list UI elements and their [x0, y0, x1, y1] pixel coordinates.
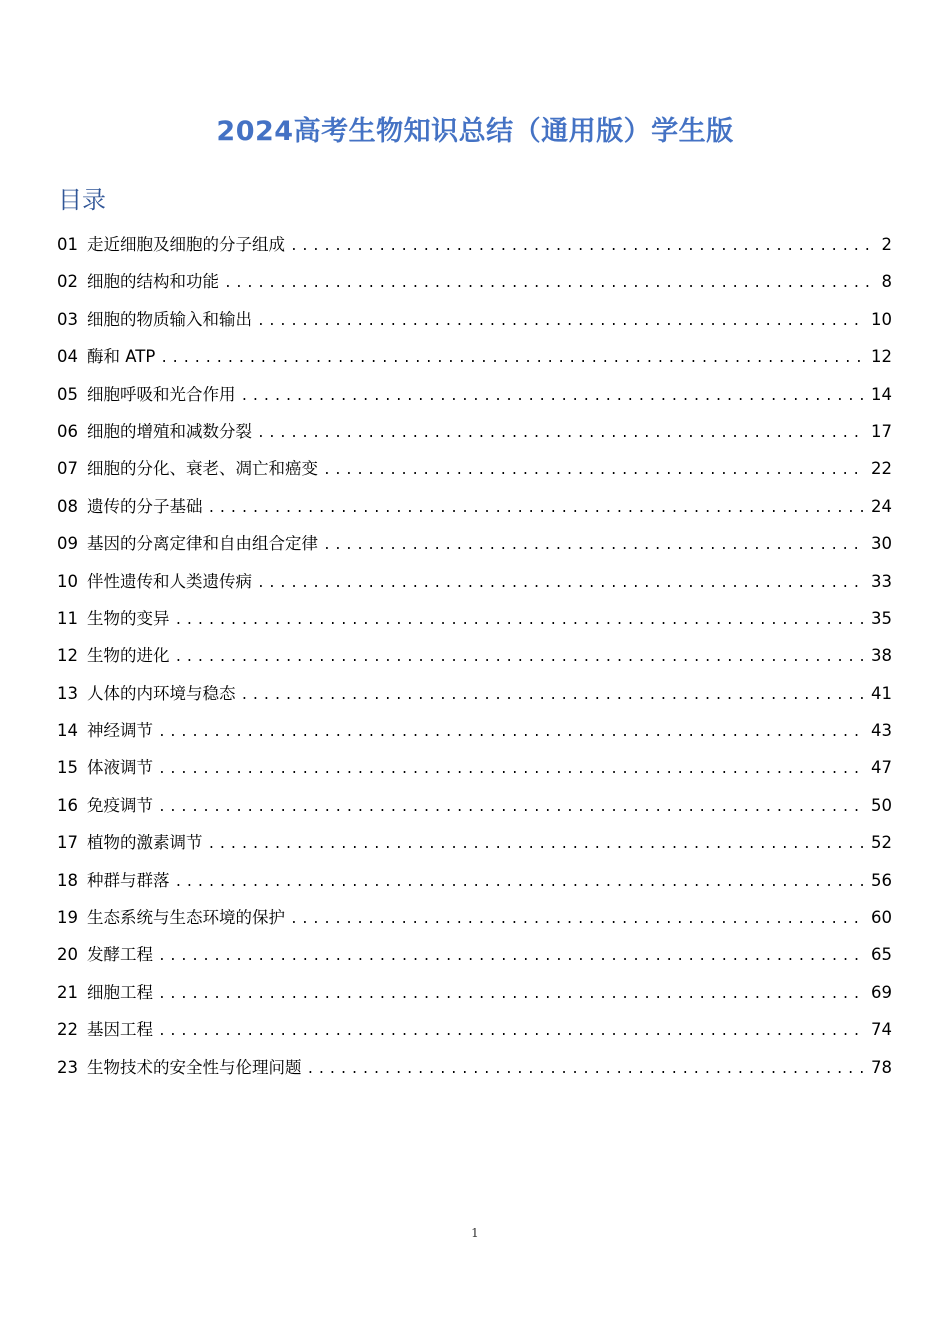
- toc-entry-title: 植物的激素调节: [87, 833, 203, 853]
- dot-leader: [208, 826, 866, 863]
- toc-entry-title: 细胞的物质输入和输出: [87, 309, 252, 329]
- toc-entry-title: 伴性遗传和人类遗传病: [87, 571, 252, 591]
- dot-leader: [241, 677, 866, 714]
- toc-entry-page: 38: [871, 646, 892, 666]
- toc-entry-title: 生物的进化: [87, 646, 170, 666]
- toc-entry-page: 65: [871, 945, 892, 965]
- toc-entry-page: 35: [871, 608, 892, 628]
- toc-entry[interactable]: [57, 1049, 892, 1086]
- table-of-contents: [57, 226, 892, 1086]
- dot-leader: [158, 976, 865, 1013]
- toc-entry-number: 16: [57, 795, 78, 815]
- dot-leader: [323, 452, 865, 489]
- toc-entry[interactable]: [57, 936, 892, 973]
- dot-leader: [175, 602, 866, 639]
- toc-entry-number: 11: [57, 608, 78, 628]
- dot-leader: [208, 490, 866, 527]
- toc-entry-page: 2: [881, 235, 892, 254]
- dot-leader: [158, 751, 865, 788]
- toc-entry-number: 10: [57, 571, 78, 591]
- toc-entry-page: 74: [871, 1020, 892, 1040]
- page-number: 1: [471, 1226, 479, 1240]
- toc-entry-number: 13: [57, 683, 78, 703]
- toc-entry-title: 人体的内环境与稳态: [87, 683, 236, 703]
- dot-leader: [307, 1051, 866, 1088]
- toc-entry-title: 体液调节: [87, 758, 153, 778]
- dot-leader: [175, 639, 866, 676]
- toc-entry[interactable]: [57, 899, 892, 936]
- dot-leader: [323, 527, 865, 564]
- toc-entry-title: 酶和 ATP: [87, 347, 156, 367]
- toc-entry[interactable]: [57, 1011, 892, 1048]
- toc-entry-number: 14: [57, 721, 78, 741]
- toc-entry-number: 15: [57, 758, 78, 778]
- toc-entry-title: 免疫调节: [87, 795, 153, 815]
- toc-entry[interactable]: [57, 749, 892, 786]
- toc-entry-page: 50: [871, 795, 892, 815]
- dot-leader: [158, 714, 865, 751]
- toc-entry-title: 种群与群落: [87, 870, 170, 890]
- toc-entry-page: 8: [881, 272, 892, 292]
- toc-entry-title: 生物的变异: [87, 608, 170, 628]
- toc-entry[interactable]: [57, 376, 892, 413]
- toc-entry-page: 56: [871, 870, 892, 890]
- toc-entry-page: 52: [871, 833, 892, 853]
- toc-entry-number: 23: [57, 1057, 78, 1077]
- dot-leader: [158, 1013, 865, 1050]
- toc-entry-number: 02: [57, 272, 78, 292]
- dot-leader: [158, 938, 865, 975]
- toc-entry-number: 21: [57, 982, 78, 1002]
- toc-entry-title: 神经调节: [87, 721, 153, 741]
- toc-entry-number: 09: [57, 534, 78, 554]
- toc-entry-title: 细胞呼吸和光合作用: [87, 384, 236, 404]
- dot-leader: [290, 228, 876, 265]
- toc-entry-number: 06: [57, 421, 78, 441]
- toc-entry-number: 05: [57, 384, 78, 404]
- toc-entry-title: 细胞的增殖和减数分裂: [87, 421, 252, 441]
- toc-entry[interactable]: [57, 862, 892, 899]
- toc-entry-number: 07: [57, 459, 78, 479]
- toc-entry-page: 60: [871, 908, 892, 928]
- toc-entry[interactable]: [57, 974, 892, 1011]
- toc-entry-title: 基因工程: [87, 1020, 153, 1040]
- toc-entry-page: 24: [871, 496, 892, 516]
- dot-leader: [175, 864, 866, 901]
- toc-entry[interactable]: [57, 338, 892, 375]
- dot-leader: [158, 789, 865, 826]
- toc-entry-page: 43: [871, 721, 892, 741]
- toc-entry-number: 08: [57, 496, 78, 516]
- dot-leader: [224, 265, 876, 302]
- toc-entry-page: 22: [871, 459, 892, 479]
- toc-entry[interactable]: [57, 824, 892, 861]
- toc-entry[interactable]: [57, 675, 892, 712]
- toc-entry-title: 发酵工程: [87, 945, 153, 965]
- toc-entry[interactable]: [57, 787, 892, 824]
- toc-heading: 目录: [58, 186, 106, 214]
- dot-leader: [160, 340, 865, 377]
- toc-entry[interactable]: [57, 525, 892, 562]
- toc-entry-title: 细胞工程: [87, 982, 153, 1002]
- toc-entry-number: 04: [57, 347, 78, 367]
- toc-entry-number: 20: [57, 945, 78, 965]
- toc-entry-page: 78: [871, 1057, 892, 1077]
- toc-entry-page: 10: [871, 309, 892, 329]
- toc-entry-page: 33: [871, 571, 892, 591]
- toc-entry[interactable]: [57, 712, 892, 749]
- document-title: 2024高考生物知识总结（通用版）学生版: [216, 116, 734, 147]
- toc-entry[interactable]: [57, 563, 892, 600]
- dot-leader: [241, 378, 866, 415]
- dot-leader: [257, 565, 865, 602]
- dot-leader: [257, 303, 865, 340]
- toc-entry-title: 生态系统与生态环境的保护: [87, 908, 285, 928]
- toc-entry-page: 14: [871, 384, 892, 404]
- toc-entry-number: 18: [57, 870, 78, 890]
- toc-entry-title: 生物技术的安全性与伦理问题: [87, 1057, 302, 1077]
- toc-entry[interactable]: [57, 637, 892, 674]
- toc-entry-page: 47: [871, 758, 892, 778]
- toc-entry-title: 细胞的分化、衰老、凋亡和癌变: [87, 459, 318, 479]
- toc-entry[interactable]: [57, 263, 892, 300]
- toc-entry-page: 12: [871, 347, 892, 367]
- toc-entry-page: 30: [871, 534, 892, 554]
- toc-entry-title: 走近细胞及细胞的分子组成: [87, 235, 285, 254]
- toc-entry-number: 12: [57, 646, 78, 666]
- toc-entry-page: 17: [871, 421, 892, 441]
- toc-entry[interactable]: [57, 450, 892, 487]
- toc-entry[interactable]: [57, 301, 892, 338]
- toc-entry-page: 69: [871, 982, 892, 1002]
- toc-entry[interactable]: [57, 600, 892, 637]
- toc-entry-title: 细胞的结构和功能: [87, 272, 219, 292]
- toc-entry[interactable]: [57, 413, 892, 450]
- toc-entry-title: 遗传的分子基础: [87, 496, 203, 516]
- dot-leader: [290, 901, 865, 938]
- toc-entry-number: 22: [57, 1020, 78, 1040]
- toc-entry-number: 01: [57, 235, 78, 254]
- toc-entry-number: 17: [57, 833, 78, 853]
- toc-entry-number: 03: [57, 309, 78, 329]
- toc-entry[interactable]: [57, 488, 892, 525]
- toc-entry-page: 41: [871, 683, 892, 703]
- dot-leader: [257, 415, 865, 452]
- toc-entry-title: 基因的分离定律和自由组合定律: [87, 534, 318, 554]
- toc-entry-number: 19: [57, 908, 78, 928]
- toc-entry[interactable]: [57, 226, 892, 263]
